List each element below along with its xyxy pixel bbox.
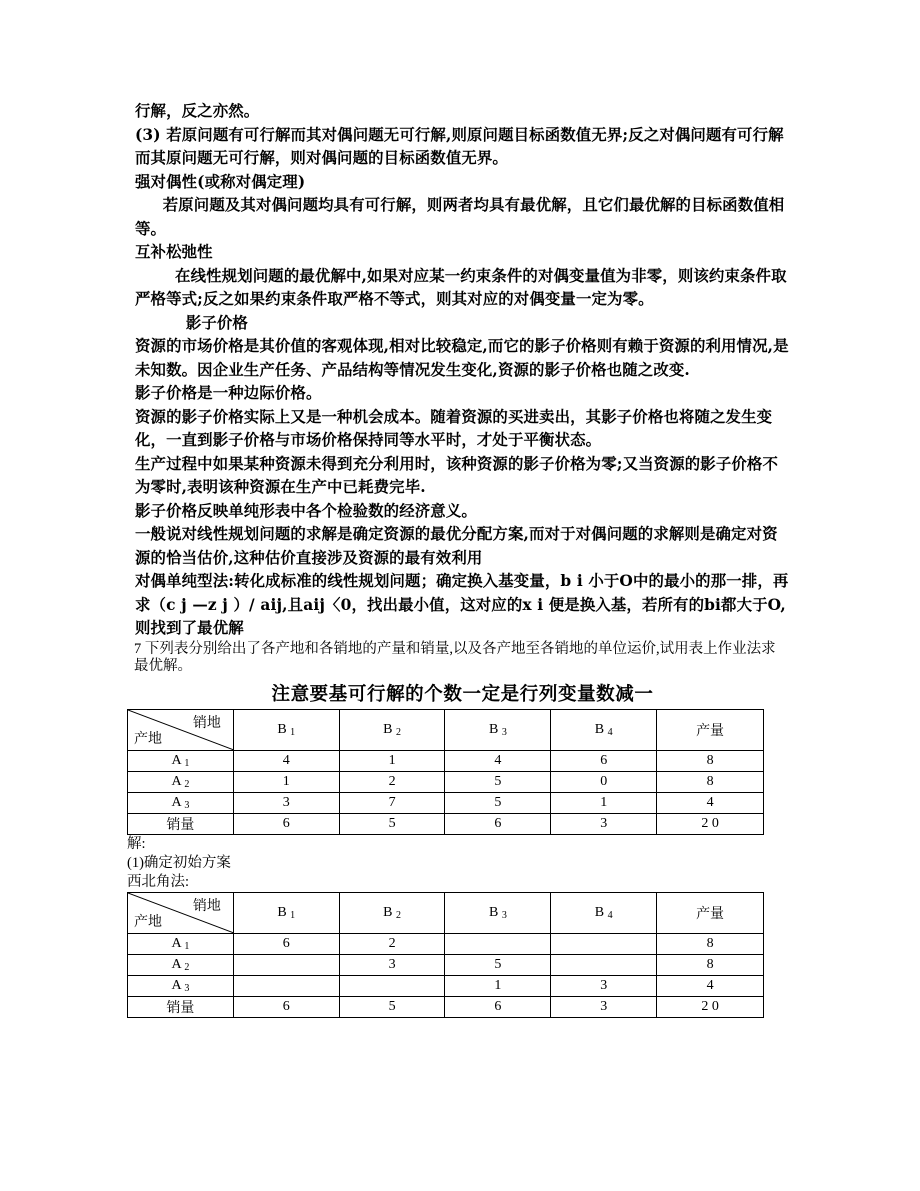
column-header: B $_3$ bbox=[445, 892, 551, 933]
table-cell bbox=[233, 954, 339, 975]
row-label: A $_3$ bbox=[128, 975, 234, 996]
column-header: B $_2$ bbox=[339, 709, 445, 750]
paragraph: 强对偶性(或称对偶定理) bbox=[135, 172, 306, 191]
row-label: A $_2$ bbox=[128, 771, 234, 792]
table-cell bbox=[233, 975, 339, 996]
table-row bbox=[128, 954, 764, 975]
supply-cell: 8 bbox=[657, 750, 764, 771]
table-cell: 1 bbox=[445, 975, 551, 996]
table-row bbox=[128, 750, 764, 771]
column-header: B $_1$ bbox=[233, 892, 339, 933]
demand-cell: 6 bbox=[233, 996, 339, 1017]
paragraph: 互补松弛性 bbox=[135, 243, 213, 261]
table-cell: 5 bbox=[445, 771, 551, 792]
body-text bbox=[135, 100, 790, 641]
demand-cell: 6 bbox=[233, 813, 339, 834]
demand-cell: 6 bbox=[445, 813, 551, 834]
corner-cell bbox=[128, 892, 234, 933]
column-header: B $_2$ bbox=[339, 892, 445, 933]
corner-cell bbox=[128, 709, 234, 750]
paragraph: 对偶单纯型法:转化成标准的线性规划问题；确定换入基变量，b i 小于O中的最小的那一排，再求（c j —z j ）/ aij,且aij〈0，找出最小值，这对应的x i 便是换入基，若所有的bi都大于O,则找到了最优解 bbox=[135, 572, 789, 637]
supply-cell: 8 bbox=[657, 933, 764, 954]
table-row bbox=[128, 933, 764, 954]
table-cell: 0 bbox=[551, 771, 657, 792]
demand-label: 销量 bbox=[128, 813, 234, 834]
column-header: B $_1$ bbox=[233, 709, 339, 750]
corner-bottom-label: 产地 bbox=[134, 731, 162, 747]
table-cell bbox=[445, 933, 551, 954]
column-header: B $_4$ bbox=[551, 709, 657, 750]
step-1-heading: (1)确定初始方案 bbox=[127, 854, 231, 871]
problem-7-text: 7 下列表分别给出了各产地和各销地的产量和销量,以及各产地至各销地的单位运价,试用表上作业法求最优解。 bbox=[134, 640, 776, 674]
row-label: A $_1$ bbox=[128, 933, 234, 954]
paragraph: 若原问题及其对偶问题均具有可行解，则两者均具有最优解，且它们最优解的目标函数值相等。 bbox=[135, 196, 785, 238]
total-cell: 2 0 bbox=[657, 813, 764, 834]
paragraph: 影子价格是一种边际价格。 bbox=[135, 384, 322, 402]
demand-cell: 3 bbox=[551, 996, 657, 1017]
row-label: A $_2$ bbox=[128, 954, 234, 975]
table-row bbox=[128, 771, 764, 792]
corner-top-label: 销地 bbox=[192, 898, 221, 914]
demand-cell: 5 bbox=[339, 813, 445, 834]
paragraph: 一般说对线性规划问题的求解是确定资源的最优分配方案,而对于对偶问题的求解则是确定对资源的恰当估价,这种估价直接涉及资源的最有效利用 bbox=[135, 525, 778, 567]
document-page bbox=[127, 100, 790, 1018]
demand-row bbox=[128, 813, 764, 834]
table-cell: 1 bbox=[233, 771, 339, 792]
table-cell: 1 bbox=[551, 792, 657, 813]
supply-cell: 4 bbox=[657, 975, 764, 996]
method-label: 西北角法: bbox=[127, 873, 190, 890]
table-cell bbox=[551, 933, 657, 954]
supply-cell: 8 bbox=[657, 954, 764, 975]
row-label: A $_1$ bbox=[128, 750, 234, 771]
supply-header: 产量 bbox=[657, 892, 764, 933]
northwest-corner-table bbox=[127, 892, 764, 1018]
demand-cell: 3 bbox=[551, 813, 657, 834]
demand-cell: 6 bbox=[445, 996, 551, 1017]
table-cell bbox=[551, 954, 657, 975]
table-cell: 5 bbox=[445, 792, 551, 813]
paragraph: 在线性规划问题的最优解中,如果对应某一约束条件的对偶变量值为非零，则该约束条件取严格等式;反之如果约束条件取严格不等式，则其对应的对偶变量一定为零。 bbox=[135, 266, 787, 308]
table-cell: 6 bbox=[551, 750, 657, 771]
table-cell: 2 bbox=[339, 933, 445, 954]
paragraph: (3) 若原问题有可行解而其对偶问题无可行解,则原问题目标函数值无界;反之对偶问题有可行解而其原问题无可行解，则对偶问题的目标函数值无界。 bbox=[135, 125, 784, 167]
paragraph: 资源的影子价格实际上又是一种机会成本。随着资源的买进卖出，其影子价格也将随之发生变化，一直到影子价格与市场价格保持同等水平时，才处于平衡状态。 bbox=[135, 407, 773, 449]
demand-row bbox=[128, 996, 764, 1017]
paragraph: 生产过程中如果某种资源未得到充分利用时，该种资源的影子价格为零;又当资源的影子价格不为零时,表明该种资源在生产中已耗费完毕. bbox=[135, 454, 778, 496]
paragraph: 影子价格反映单纯形表中各个检验数的经济意义。 bbox=[135, 501, 477, 520]
note-heading: 注意要基可行解的个数一定是行列变量数减一 bbox=[271, 683, 654, 705]
column-header: B $_4$ bbox=[551, 892, 657, 933]
total-cell: 2 0 bbox=[657, 996, 764, 1017]
table-cell: 6 bbox=[233, 933, 339, 954]
table-cell: 4 bbox=[445, 750, 551, 771]
table-cell: 3 bbox=[551, 975, 657, 996]
paragraph: 影子价格 bbox=[185, 313, 248, 332]
table-cell: 3 bbox=[339, 954, 445, 975]
table-cell: 3 bbox=[233, 792, 339, 813]
paragraph: 行解，反之亦然。 bbox=[135, 102, 260, 120]
paragraph: 资源的市场价格是其价值的客观体现,相对比较稳定,而它的影子价格则有赖于资源的利用情况,是未知数。因企业生产任务、产品结构等情况发生变化,资源的影子价格也随之改变. bbox=[135, 337, 789, 379]
cost-table bbox=[127, 709, 764, 835]
table-cell: 2 bbox=[339, 771, 445, 792]
row-label: A $_3$ bbox=[128, 792, 234, 813]
table-row bbox=[128, 792, 764, 813]
supply-cell: 8 bbox=[657, 771, 764, 792]
demand-label: 销量 bbox=[128, 996, 234, 1017]
corner-bottom-label: 产地 bbox=[134, 914, 162, 930]
table-cell: 4 bbox=[233, 750, 339, 771]
table-cell: 7 bbox=[339, 792, 445, 813]
column-header: B $_3$ bbox=[445, 709, 551, 750]
table-cell: 5 bbox=[445, 954, 551, 975]
table-cell: 1 bbox=[339, 750, 445, 771]
corner-top-label: 销地 bbox=[192, 715, 221, 731]
table-cell bbox=[339, 975, 445, 996]
demand-cell: 5 bbox=[339, 996, 445, 1017]
supply-header: 产量 bbox=[657, 709, 764, 750]
table-row bbox=[128, 975, 764, 996]
solution-label: 解: bbox=[127, 835, 146, 852]
supply-cell: 4 bbox=[657, 792, 764, 813]
